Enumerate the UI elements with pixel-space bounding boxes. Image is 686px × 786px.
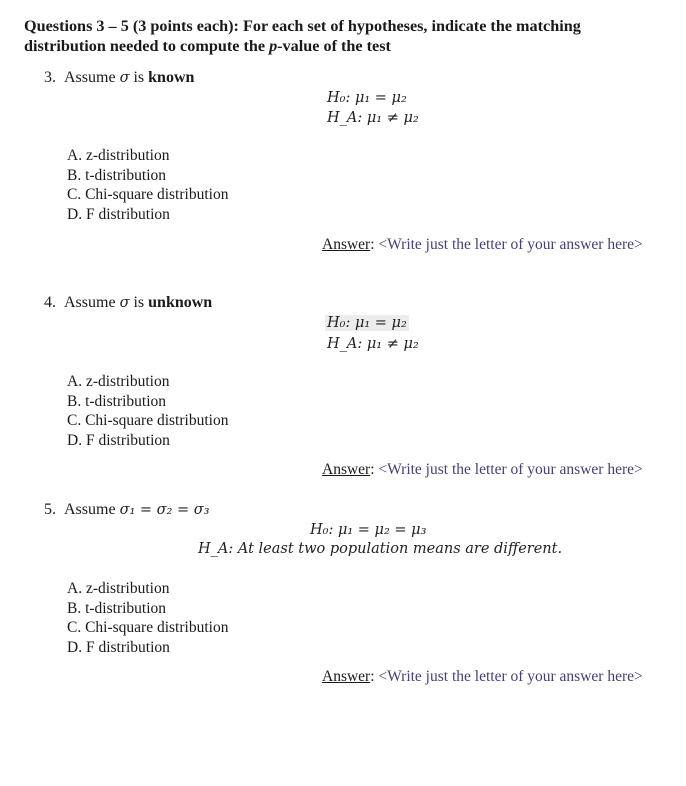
sigma-symbol: σ [119,295,130,311]
sigma-equality: σ₁ = σ₂ = σ₃ [119,502,210,518]
option-b: B. t-distribution [67,392,167,410]
question-3-options [67,146,228,224]
question-5-options [67,579,228,657]
question-4-answer[interactable]: Answer: <Write just the letter of your answer here> [322,461,643,478]
answer-label: Answer [322,461,371,478]
question-5-title: 5. Assume σ₁ = σ₂ = σ₃ [44,501,210,518]
question-5-answer[interactable]: Answer: <Write just the letter of your answer here> [322,668,643,685]
question-4-alt-hypothesis: H_A: μ₁ ≠ μ₂ [327,336,419,352]
question-5-alt-hypothesis: H_A: At least two population means are different. [198,541,563,557]
option-c: C. Chi-square distribution [67,619,229,636]
option-a: A. z-distribution [67,147,170,164]
option-c: C. Chi-square distribution [67,186,229,203]
answer-placeholder[interactable]: <Write just the letter of your answer here> [378,236,643,253]
answer-placeholder[interactable]: <Write just the letter of your answer here> [378,461,643,478]
section-header [24,16,581,56]
option-d: D. F distribution [67,205,170,223]
question-3-answer[interactable]: Answer: <Write just the letter of your answer here> [322,236,643,253]
option-c: C. Chi-square distribution [67,412,229,429]
header-line-1: Questions 3 – 5 (3 points each): For each set of hypotheses, indicate the matching [24,17,581,35]
answer-label: Answer [322,236,371,253]
question-4-options [67,372,228,450]
question-3-title: 3. Assume σ is known [44,69,195,86]
sigma-symbol: σ [119,70,130,86]
option-b: B. t-distribution [67,599,167,617]
header-line-2: distribution needed to compute the p-value of the test [24,37,391,55]
answer-label: Answer [322,668,371,685]
question-4-title: 4. Assume σ is unknown [44,294,213,311]
answer-placeholder[interactable]: <Write just the letter of your answer here> [378,668,643,685]
option-a: A. z-distribution [67,580,170,597]
question-3-alt-hypothesis: H_A: μ₁ ≠ μ₂ [327,110,419,126]
option-d: D. F distribution [67,431,170,449]
option-d: D. F distribution [67,638,170,656]
option-a: A. z-distribution [67,373,170,390]
question-5-null-hypothesis: H₀: μ₁ = μ₂ = μ₃ [310,522,427,538]
question-3-null-hypothesis: H₀: μ₁ = μ₂ [327,90,407,106]
question-4-null-hypothesis: H₀: μ₁ = μ₂ [327,315,407,331]
option-b: B. t-distribution [67,166,167,184]
